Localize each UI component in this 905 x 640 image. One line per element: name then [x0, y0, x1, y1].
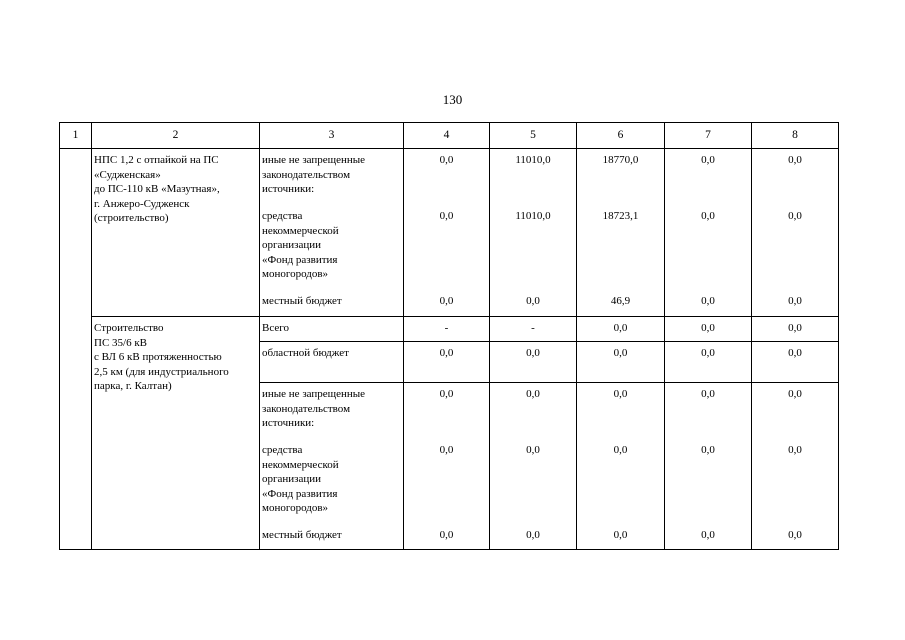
value-cell: 0,0 [665, 317, 752, 342]
value-cell: 0,0 0,0 0,0 [577, 383, 665, 550]
value-cell: 0,0 0,0 0,0 [665, 149, 752, 317]
value-cell: 0,0 [752, 317, 839, 342]
header-cell: 5 [490, 123, 577, 149]
table-row [60, 149, 839, 317]
header-row [60, 123, 839, 149]
header-cell: 3 [260, 123, 404, 149]
value-cell: 0,0 0,0 0,0 [665, 383, 752, 550]
header-cell: 1 [60, 123, 92, 149]
value-cell: 0,0 [665, 342, 752, 383]
value-cell: 0,0 0,0 0,0 [752, 383, 839, 550]
project-name: Строительство ПС 35/6 кВ с ВЛ 6 кВ протяженностью 2,5 км (для индустриального парка, г. Калтан) [92, 317, 260, 550]
value-cell: 0,0 0,0 0,0 [752, 149, 839, 317]
funding-source-cell: областной бюджет [260, 342, 404, 383]
value-cell: 0,0 [490, 342, 577, 383]
value-cell: 11010,0 11010,0 0,0 [490, 149, 577, 317]
header-cell: 7 [665, 123, 752, 149]
value-cell: - [490, 317, 577, 342]
funding-source-cell: иные не запрещенные законодательством источники: средства некоммерческой организации «Фонд развития моногородов» местный бюджет [260, 149, 404, 317]
header-cell: 6 [577, 123, 665, 149]
page-number: 130 [442, 92, 463, 107]
value-cell: 0,0 [577, 317, 665, 342]
value-cell: 0,0 [577, 342, 665, 383]
value-cell: 0,0 [404, 342, 490, 383]
table-row [60, 317, 839, 342]
project-name: НПС 1,2 с отпайкой на ПС «Судженская» до ПС-110 кВ «Мазутная», г. Анжеро-Судженск (строительство) [92, 149, 260, 317]
header-cell: 2 [92, 123, 260, 149]
value-cell: - [404, 317, 490, 342]
value-cell: 0,0 0,0 0,0 [404, 149, 490, 317]
header-cell: 4 [404, 123, 490, 149]
funding-source-cell: Всего [260, 317, 404, 342]
value-cell: 0,0 0,0 0,0 [404, 383, 490, 550]
header-cell: 8 [752, 123, 839, 149]
row-number-cell [60, 149, 92, 550]
value-cell: 0,0 0,0 0,0 [490, 383, 577, 550]
funding-source-cell: иные не запрещенные законодательством источники: средства некоммерческой организации «Фонд развития моногородов» местный бюджет [260, 383, 404, 550]
value-cell: 18770,0 18723,1 46,9 [577, 149, 665, 317]
funding-table [59, 122, 839, 550]
value-cell: 0,0 [752, 342, 839, 383]
